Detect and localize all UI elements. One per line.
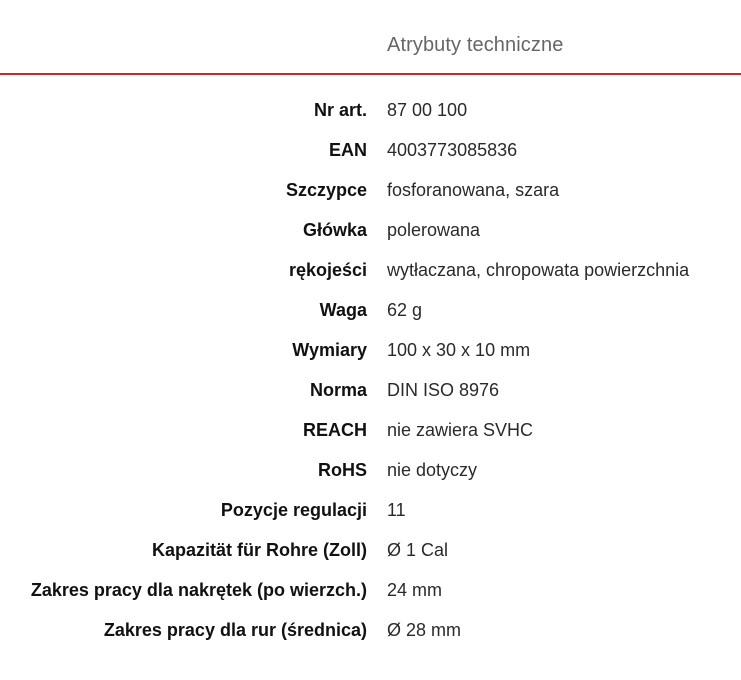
attribute-label: Nr art. (313, 100, 367, 120)
attribute-row-ean (0, 131, 741, 171)
attribute-row-dimensions (0, 331, 741, 371)
attribute-label: Szczypce (285, 180, 367, 200)
attribute-label: Kapazität für Rohre (Zoll) (152, 540, 367, 560)
attribute-row-weight (0, 291, 741, 331)
section-title: Atrybuty techniczne (387, 34, 564, 56)
attribute-row-rohs (0, 451, 741, 491)
attribute-row-pipe-capacity (0, 531, 741, 571)
attribute-label: Zakres pracy dla nakrętek (po wierzch.) (30, 580, 367, 600)
attribute-value: wytłaczana, chropowata powierzchnia (387, 260, 690, 280)
attribute-value: 24 mm (387, 580, 443, 600)
attribute-value: 4003773085836 (387, 140, 518, 160)
attribute-row-pipe-range (0, 611, 741, 651)
attribute-row-handles (0, 251, 741, 291)
attribute-label: Zakres pracy dla rur (średnica) (103, 620, 367, 640)
attribute-row-head (0, 211, 741, 251)
attribute-label: Wymiary (292, 340, 367, 360)
attribute-row-article-number (0, 91, 741, 131)
attribute-label: Norma (309, 380, 367, 400)
attribute-value: 100 x 30 x 10 mm (387, 340, 531, 360)
attribute-label: rękojeści (288, 260, 367, 280)
attribute-value: DIN ISO 8976 (387, 380, 500, 400)
attribute-row-standard (0, 371, 741, 411)
attribute-value: 62 g (387, 300, 423, 320)
attribute-value: 87 00 100 (387, 100, 468, 120)
attribute-value: nie zawiera SVHC (387, 420, 534, 440)
attribute-label: Waga (319, 300, 367, 320)
technical-attributes-table (0, 91, 741, 651)
attribute-value: polerowana (387, 220, 481, 240)
attribute-label: Pozycje regulacji (220, 500, 367, 520)
attribute-row-pliers (0, 171, 741, 211)
attribute-value: 11 (387, 500, 406, 520)
attribute-label: REACH (302, 420, 367, 440)
attribute-value: Ø 28 mm (387, 620, 462, 640)
attribute-row-nut-range (0, 571, 741, 611)
attribute-row-adjustment-positions (0, 491, 741, 531)
header-divider (0, 73, 741, 75)
attribute-value: Ø 1 Cal (387, 540, 449, 560)
attribute-row-reach (0, 411, 741, 451)
attribute-label: RoHS (318, 460, 367, 480)
attribute-label: Główka (302, 220, 367, 240)
section-header (0, 0, 741, 74)
attribute-value: fosforanowana, szara (387, 180, 560, 200)
attribute-value: nie dotyczy (387, 460, 478, 480)
attribute-label: EAN (328, 140, 367, 160)
